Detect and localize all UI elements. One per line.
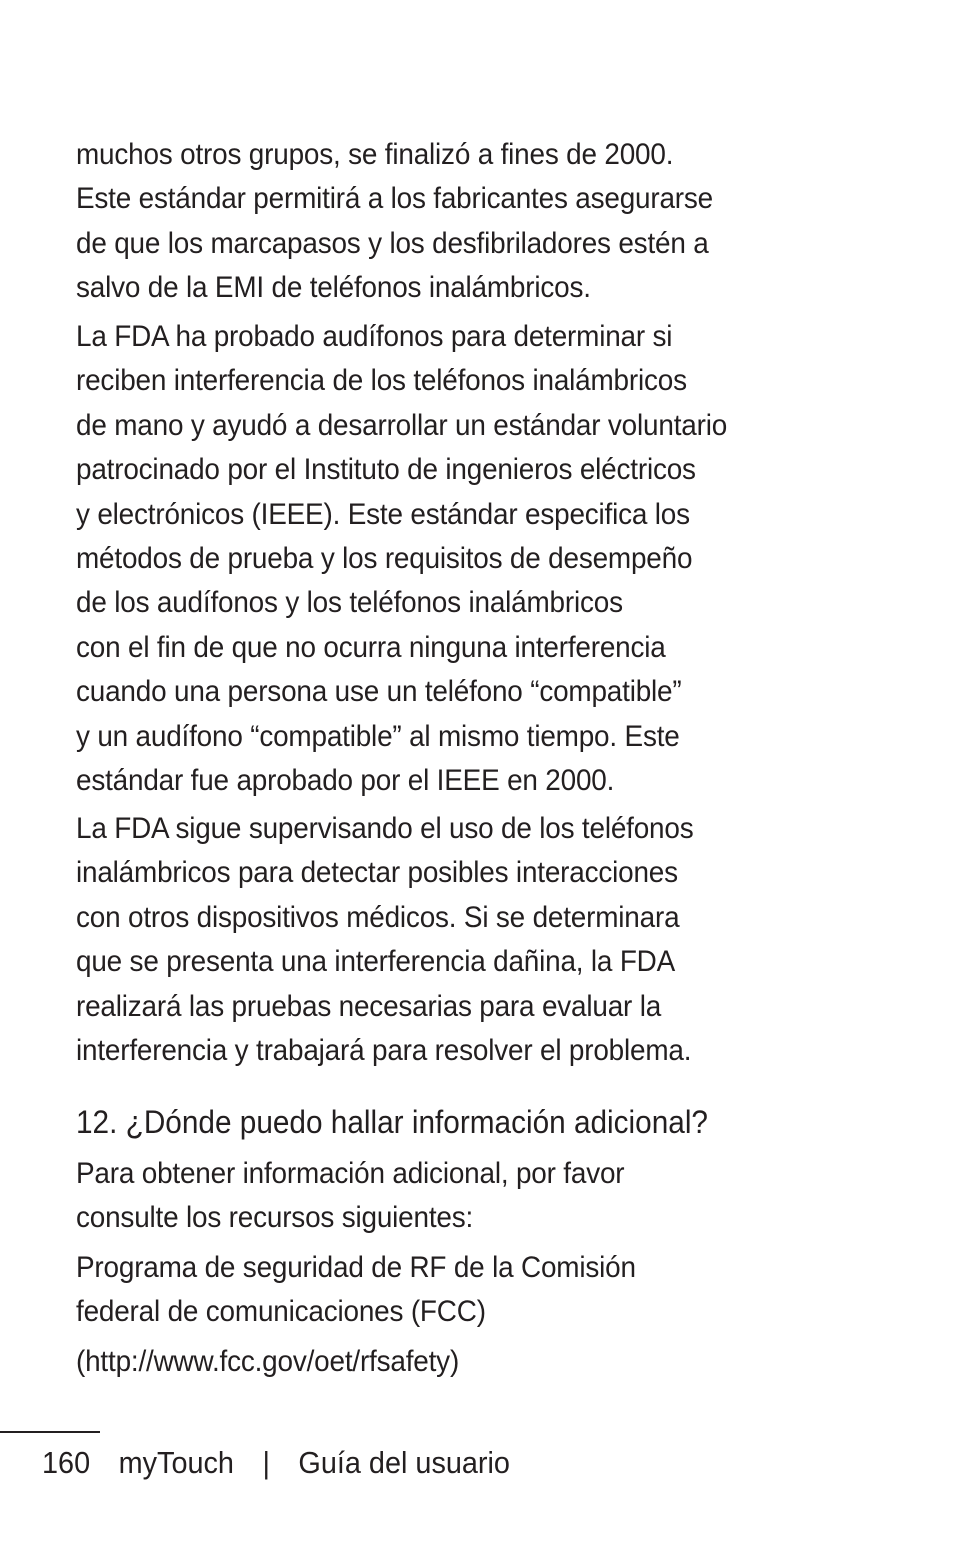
text-line: La FDA sigue supervisando el uso de los teléfonos	[76, 812, 694, 845]
text-line: con el fin de que no ocurra ninguna interferencia	[76, 630, 666, 664]
text-line: consulte los recursos siguientes:	[76, 1201, 474, 1235]
text-line: métodos de prueba y los requisitos de desempeño	[76, 542, 693, 576]
text-line: de que los marcapasos y los desfibriladores estén a	[76, 226, 709, 260]
text-line: con otros dispositivos médicos. Si se determinara	[76, 900, 680, 934]
page-number: 160	[42, 1445, 91, 1480]
fcc-link	[76, 1340, 459, 1384]
text-line: de los audífonos y los teléfonos inalámbricos	[76, 586, 623, 620]
product-name: myTouch	[118, 1445, 234, 1480]
text-line: estándar fue aprobado por el IEEE en 2000.	[76, 764, 615, 798]
paragraph-more-info	[76, 1152, 624, 1241]
section-heading: 12. ¿Dónde puedo hallar información adicional?	[76, 1104, 708, 1140]
text-line: interferencia y trabajará para resolver el problema.	[76, 1034, 692, 1068]
guide-title: Guía del usuario	[298, 1445, 510, 1480]
text-line: y electrónicos (IEEE). Este estándar especifica los	[76, 497, 690, 531]
page-footer	[42, 1443, 530, 1483]
text-line: realizará las pruebas necesarias para evaluar la	[76, 989, 662, 1023]
text-line: reciben interferencia de los teléfonos inalámbricos	[76, 364, 687, 398]
footer-rule	[0, 1431, 100, 1433]
footer-separator: |	[262, 1445, 270, 1480]
text-line: inalámbricos para detectar posibles interacciones	[76, 856, 678, 890]
text-line: muchos otros grupos, se finalizó a fines de 2000.	[76, 138, 674, 171]
text-line: de mano y ayudó a desarrollar un estándar voluntario	[76, 408, 728, 442]
paragraph-hearing-aids	[76, 315, 727, 803]
text-line: cuando una persona use un teléfono “compatible”	[76, 675, 682, 709]
text-line: Para obtener información adicional, por favor	[76, 1157, 625, 1190]
text-line: que se presenta una interferencia dañina, la FDA	[76, 945, 676, 979]
text-line: patrocinado por el Instituto de ingenieros eléctricos	[76, 453, 696, 487]
text-line: y un audífono “compatible” al mismo tiempo. Este	[76, 719, 680, 753]
paragraph-standard	[76, 133, 713, 311]
text-line: Este estándar permitirá a los fabricantes asegurarse	[76, 182, 714, 216]
link-text: (http://www.fcc.gov/oet/rfsafety)	[76, 1345, 460, 1378]
text-line: La FDA ha probado audífonos para determinar si	[76, 320, 673, 353]
text-line: salvo de la EMI de teléfonos inalámbricos.	[76, 271, 591, 305]
text-line: Programa de seguridad de RF de la Comisión	[76, 1251, 636, 1284]
paragraph-fda-monitoring	[76, 807, 693, 1073]
text-line: federal de comunicaciones (FCC)	[76, 1295, 486, 1329]
paragraph-fcc	[76, 1246, 636, 1335]
